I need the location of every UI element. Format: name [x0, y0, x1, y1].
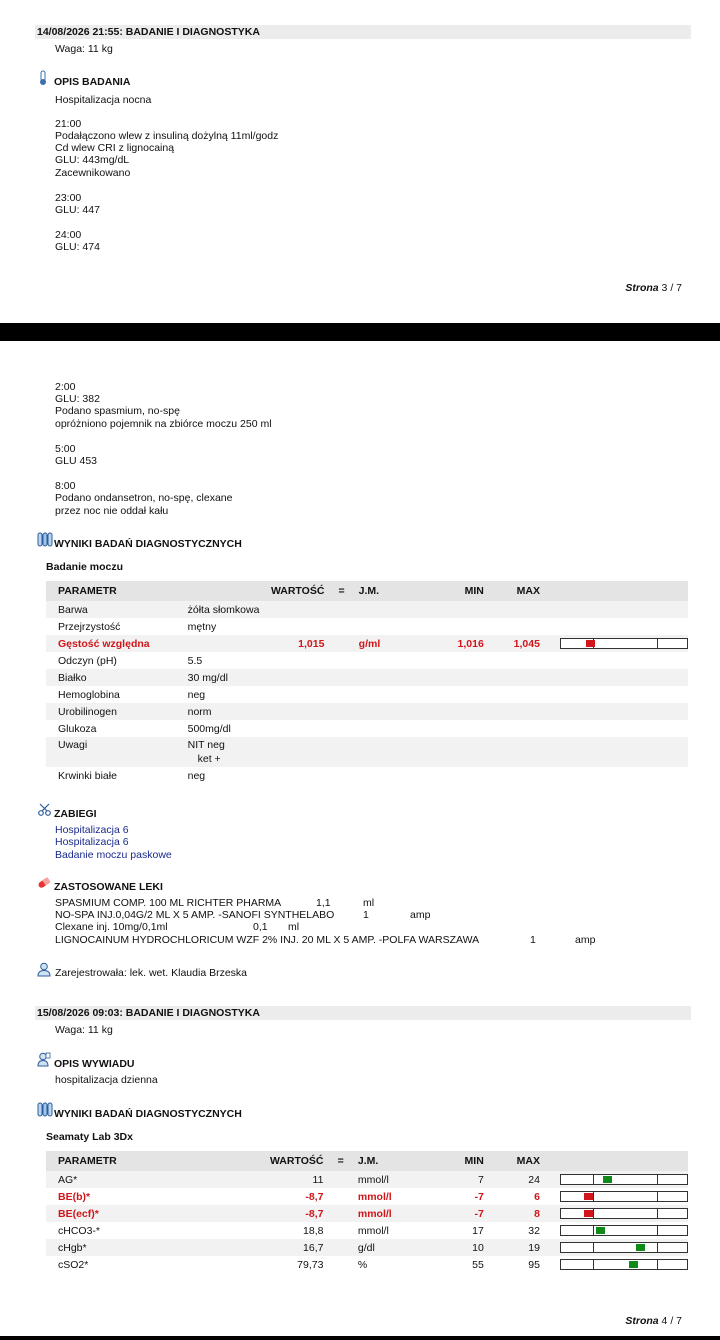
row-unit: mmol/l [358, 1171, 415, 1188]
row-name: BE(ecf)* [46, 1205, 186, 1222]
row-name: Barwa [46, 601, 188, 618]
table-row [46, 1171, 688, 1188]
table-row [46, 703, 688, 720]
exam-header: 14/08/2026 21:55: BADANIE I DIAGNOSTYKA [35, 25, 691, 39]
col-max: MAX [484, 581, 540, 601]
col-jm: J.M. [358, 1151, 415, 1171]
row-text [188, 737, 688, 767]
row-name: cSO2* [58, 1258, 89, 1271]
page-bottom-edge [0, 1336, 720, 1340]
text-line: 21:00 [55, 118, 82, 130]
row-name: Gęstość względna [46, 635, 188, 652]
text-line: GLU 453 [55, 455, 98, 467]
procedure-item: Hospitalizacja 6 [55, 836, 129, 848]
row-text: 5.5 [187, 654, 203, 667]
row-text: neg [187, 769, 206, 782]
text-line: przez noc nie oddał kału [55, 505, 169, 517]
col-parametr: PARAMETR [46, 581, 188, 601]
row-name: Glukoza [58, 722, 97, 735]
col-wartosc: WARTOŚĆ [188, 581, 325, 601]
drug-unit: ml [288, 921, 300, 933]
table-row [46, 1188, 688, 1205]
page-current: 3 [661, 282, 668, 294]
row-value: -8,7 [305, 1190, 324, 1203]
row-text: neg [187, 688, 206, 701]
row-unit: mmol/l [358, 1205, 415, 1222]
row-text-value: żółta słomkowa [187, 603, 260, 616]
row-name: Hemoglobina [58, 688, 120, 701]
row-name: Uwagi [46, 737, 188, 767]
range-bar [560, 1191, 688, 1202]
registered-by: Zarejestrowała: lek. wet. Klaudia Brzeska [55, 967, 247, 979]
col-min: MIN [415, 581, 484, 601]
row-unit: % [357, 1258, 368, 1271]
row-name: cHCO3-* [58, 1224, 101, 1237]
range-bar [560, 1174, 688, 1185]
text-line: GLU: 474 [55, 241, 100, 253]
drug-name: SPASMIUM COMP. 100 ML RICHTER PHARMA [55, 897, 282, 909]
text-line: Hospitalizacja nocna [55, 94, 152, 106]
text-line: 23:00 [55, 192, 82, 204]
row-name: Białko [46, 669, 188, 686]
row-text: 30 mg/dl [188, 669, 688, 686]
row-min: -7 [474, 1190, 484, 1203]
row-max: 95 [528, 1258, 540, 1271]
history-icon [37, 1052, 51, 1067]
row-value: 18,8 [303, 1224, 324, 1237]
row-value: -8,7 [186, 1205, 323, 1222]
section-title-leki: ZASTOSOWANE LEKI [54, 881, 163, 893]
table-row [46, 635, 688, 652]
text-line: 5:00 [55, 443, 76, 455]
page-total: / 7 [670, 282, 682, 294]
col-parametr: PARAMETR [46, 1151, 186, 1171]
drug-qty: 0,1 [253, 921, 268, 933]
procedure-item: Hospitalizacja 6 [55, 824, 129, 836]
row-name: Urobilinogen [46, 703, 188, 720]
procedure-item: Badanie moczu paskowe [55, 849, 172, 861]
table-row [46, 1205, 688, 1222]
range-marker [584, 1193, 593, 1200]
drug-unit: ml [363, 897, 375, 909]
text-line: 2:00 [55, 381, 76, 393]
section-title-wywiad: OPIS WYWIADU [54, 1058, 135, 1070]
row-max: 8 [484, 1205, 540, 1222]
row-name: Odczyn (pH) [58, 654, 117, 667]
row-value: 11 [186, 1171, 323, 1188]
row-name: cHgb* [46, 1239, 186, 1256]
row-min: -7 [415, 1205, 484, 1222]
row-max: 24 [484, 1171, 540, 1188]
table-row [46, 1256, 688, 1273]
table-row [46, 1239, 688, 1256]
doctor-icon [37, 962, 51, 977]
text-line: 24:00 [55, 229, 82, 241]
drug-unit: amp [575, 934, 596, 946]
row-unit: g/dl [358, 1239, 415, 1256]
page-label: Strona [625, 1315, 659, 1327]
section-title-zabiegi: ZABIEGI [54, 808, 97, 820]
table-row [46, 652, 688, 669]
table-row [46, 601, 688, 618]
range-marker [636, 1244, 645, 1251]
row-unit: mmol/l [357, 1190, 392, 1203]
page-separator [0, 323, 720, 341]
row-max: 6 [534, 1190, 540, 1203]
range-marker [586, 640, 595, 647]
text-line: Zacewnikowano [55, 167, 131, 179]
row-text: mętny [187, 620, 217, 633]
text-line: opróżniono pojemnik na zbiórce moczu 250 ml [55, 418, 272, 430]
lab-results-table [46, 1151, 688, 1273]
text-line: Podano ondansetron, no-spę, clexane [55, 492, 233, 504]
row-max: 32 [528, 1224, 540, 1237]
text-line: Podano spasmium, no-spę [55, 405, 180, 417]
page-total: / 7 [670, 1315, 682, 1327]
drug-name: Clexane inj. 10mg/0,1ml [55, 921, 168, 933]
col-max: MAX [484, 1151, 540, 1171]
table-row [46, 767, 688, 784]
page-current: 4 [661, 1315, 668, 1327]
table-header-row [46, 1151, 688, 1171]
col-wartosc: WARTOŚĆ [186, 1151, 323, 1171]
text-line: GLU: 443mg/dL [55, 154, 130, 166]
table-row [46, 737, 688, 767]
table-row [46, 1222, 688, 1239]
thermometer-icon [38, 70, 48, 86]
subsection-title-lab: Seamaty Lab 3Dx [46, 1131, 133, 1143]
page-label: Strona [625, 282, 659, 294]
row-unit: mmol/l [357, 1224, 389, 1237]
row-max: 19 [484, 1239, 540, 1256]
weight: Waga: 11 kg [55, 1024, 113, 1036]
row-min: 55 [472, 1258, 484, 1271]
text-line: GLU: 382 [55, 393, 100, 405]
row-name: AG* [46, 1171, 186, 1188]
range-bar [560, 1259, 688, 1270]
test-tubes-icon [37, 532, 53, 548]
history-text: hospitalizacja dzienna [55, 1074, 158, 1086]
table-row [46, 720, 688, 737]
range-bar [560, 1242, 688, 1253]
section-title-wyniki: WYNIKI BADAŃ DIAGNOSTYCZNYCH [54, 538, 242, 550]
page-number [625, 282, 682, 294]
row-max: 1,045 [484, 635, 540, 652]
range-marker [584, 1210, 593, 1217]
row-value: 16,7 [186, 1239, 323, 1256]
row-text: norm [188, 703, 688, 720]
range-bar [560, 1208, 688, 1219]
drug-name: NO-SPA INJ.0,04G/2 ML X 5 AMP. -SANOFI SYNTHELABO [55, 909, 335, 921]
urine-results-table [46, 581, 688, 784]
row-min: 10 [415, 1239, 484, 1256]
drug-qty: 1 [530, 934, 536, 946]
subsection-title-urine: Badanie moczu [46, 561, 124, 573]
row-min: 7 [415, 1171, 484, 1188]
text-line: 8:00 [55, 480, 76, 492]
range-marker [596, 1227, 605, 1234]
range-bar [560, 1225, 688, 1236]
table-header-row [46, 581, 688, 601]
text-line: Cd wlew CRI z lignocainą [55, 142, 175, 154]
row-text: 500mg/dl [187, 722, 231, 735]
table-row [46, 618, 688, 635]
table-row [46, 669, 688, 686]
test-tubes-icon [37, 1102, 53, 1118]
drug-qty: 1,1 [316, 897, 331, 909]
col-eq: = [323, 1151, 357, 1171]
range-marker [629, 1261, 638, 1268]
drug-unit: amp [410, 909, 431, 921]
text-line: GLU: 447 [55, 204, 100, 216]
row-name: BE(b)* [58, 1190, 91, 1203]
drug-name: LIGNOCAINUM HYDROCHLORICUM WZF 2% INJ. 20 ML X 5 AMP. -POLFA WARSZAWA [55, 934, 480, 946]
weight: Waga: 11 kg [55, 43, 113, 55]
section-title-wyniki: WYNIKI BADAŃ DIAGNOSTYCZNYCH [54, 1108, 242, 1120]
col-eq: = [324, 581, 358, 601]
exam-header: 15/08/2026 09:03: BADANIE I DIAGNOSTYKA [35, 1006, 691, 1020]
row-name: Przejrzystość [58, 620, 121, 633]
pill-icon [37, 877, 51, 889]
row-min: 17 [472, 1224, 484, 1237]
range-marker [603, 1176, 612, 1183]
col-jm: J.M. [359, 581, 415, 601]
drug-qty: 1 [363, 909, 369, 921]
row-min: 1,016 [415, 635, 484, 652]
row-name: Krwinki białe [58, 769, 117, 782]
col-min: MIN [415, 1151, 484, 1171]
table-row [46, 686, 688, 703]
scissors-icon [38, 803, 51, 816]
row-unit: g/ml [359, 635, 415, 652]
page-number [625, 1315, 682, 1327]
row-value: 79,73 [297, 1258, 324, 1271]
text-line: Podałączono wlew z insuliną dożylną 11ml/godz [55, 130, 279, 142]
range-bar [560, 638, 688, 649]
section-title-opis-badania: OPIS BADANIA [54, 76, 131, 88]
row-text-line1: NIT neg [187, 739, 225, 751]
row-value: 1,015 [188, 635, 325, 652]
row-text-line2: ket + [197, 753, 221, 765]
row-text [188, 601, 688, 618]
